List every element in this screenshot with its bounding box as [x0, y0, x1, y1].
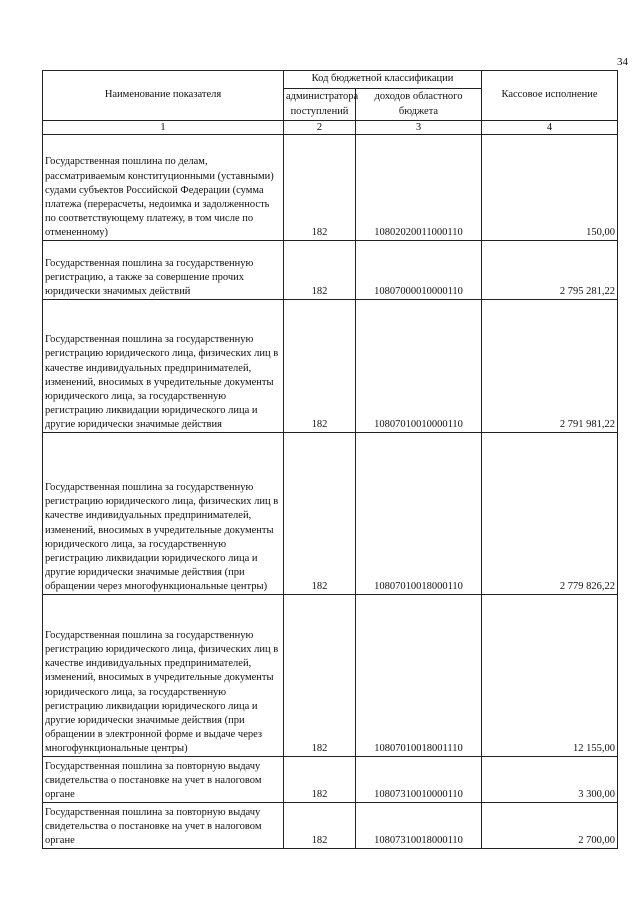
row-income-code: 10807010018001110 [356, 595, 482, 757]
row-income-code: 10807310018000110 [356, 803, 482, 849]
table-row [43, 595, 618, 757]
table-row [43, 757, 618, 803]
column-number: 2 [284, 121, 356, 135]
row-amount: 2 779 826,22 [482, 433, 618, 595]
row-amount: 2 791 981,22 [482, 300, 618, 433]
column-number: 1 [43, 121, 284, 135]
row-income-code: 10802020011000110 [356, 135, 482, 241]
header-classification-code: Код бюджетной классификации [284, 71, 482, 89]
table-row [43, 241, 618, 300]
row-amount: 12 155,00 [482, 595, 618, 757]
column-number: 3 [356, 121, 482, 135]
table-row [43, 433, 618, 595]
row-administrator-code: 182 [284, 757, 356, 803]
row-amount: 2 700,00 [482, 803, 618, 849]
header-regional-income: доходов областного бюджета [356, 89, 482, 121]
row-income-code: 10807310010000110 [356, 757, 482, 803]
column-number-row [43, 121, 618, 135]
budget-table [42, 70, 618, 849]
row-amount: 3 300,00 [482, 757, 618, 803]
column-number: 4 [482, 121, 618, 135]
row-administrator-code: 182 [284, 803, 356, 849]
row-administrator-code: 182 [284, 433, 356, 595]
row-administrator-code: 182 [284, 300, 356, 433]
row-indicator-name: Государственная пошлина за повторную выдачу свидетельства о постановке на учет в налоговом органе [43, 757, 284, 803]
row-administrator-code: 182 [284, 135, 356, 241]
row-income-code: 10807000010000110 [356, 241, 482, 300]
row-amount: 2 795 281,22 [482, 241, 618, 300]
row-income-code: 10807010018000110 [356, 433, 482, 595]
table-row [43, 300, 618, 433]
row-indicator-name: Государственная пошлина по делам, рассматриваемым конституционными (уставными) судами субъектов Российской Федерации (сумма платежа (перерасчеты, недоимка и задолженность по соответствующему платежу, в том числе по отмененному) [43, 135, 284, 241]
row-indicator-name: Государственная пошлина за государственную регистрацию юридического лица, физических лиц в качестве индивидуальных предпринимателей, изменений, вносимых в учредительные документы юридического лица, за государственную регистрацию ликвидации юридического лица и другие юридически значимые действия (при обращении через многофункциональные центры) [43, 433, 284, 595]
page-number: 34 [617, 56, 628, 68]
row-indicator-name: Государственная пошлина за государственную регистрацию, а также за совершение прочих юридически значимых действий [43, 241, 284, 300]
row-administrator-code: 182 [284, 241, 356, 300]
row-indicator-name: Государственная пошлина за государственную регистрацию юридического лица, физических лиц в качестве индивидуальных предпринимателей, изменений, вносимых в учредительные документы юридического лица, за государственную регистрацию ликвидации юридического лица и другие юридически значимые действия (при обращении в электронной форме и выдаче через многофункциональные центры) [43, 595, 284, 757]
table-row [43, 135, 618, 241]
row-indicator-name: Государственная пошлина за повторную выдачу свидетельства о постановке на учет в налоговом органе [43, 803, 284, 849]
row-income-code: 10807010010000110 [356, 300, 482, 433]
header-indicator-name: Наименование показателя [43, 71, 284, 121]
header-row-top [43, 71, 618, 89]
table-row [43, 803, 618, 849]
row-indicator-name: Государственная пошлина за государственную регистрацию юридического лица, физических лиц в качестве индивидуальных предпринимателей, изменений, вносимых в учредительные документы юридического лица, за государственную регистрацию ликвидации юридического лица и другие юридически значимые действия [43, 300, 284, 433]
header-administrator: администратора поступлений [284, 89, 356, 121]
row-amount: 150,00 [482, 135, 618, 241]
row-administrator-code: 182 [284, 595, 356, 757]
header-cash-execution: Кассовое исполнение [482, 71, 618, 121]
